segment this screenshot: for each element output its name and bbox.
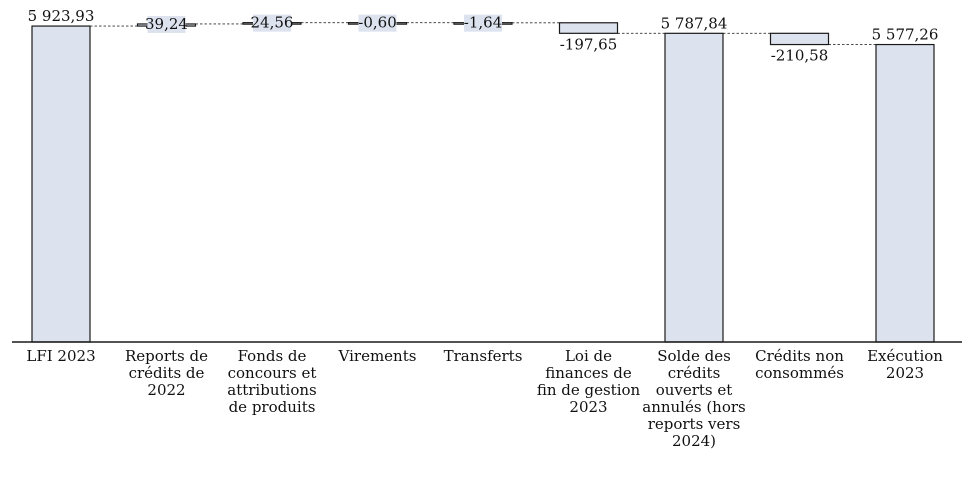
- value-label-2: 24,56: [250, 13, 294, 32]
- value-label-3: -0,60: [358, 13, 397, 32]
- category-label-4: Transferts: [443, 347, 523, 365]
- bar-0: [32, 26, 90, 342]
- value-label-1: 39,24: [145, 14, 188, 33]
- bar-7: [771, 33, 829, 44]
- category-label-5: Loi de finances de fin de gestion 2023: [536, 347, 641, 416]
- category-label-8: Exécution 2023: [867, 347, 943, 382]
- value-label-5: -197,65: [559, 35, 618, 54]
- value-label-7: -210,58: [770, 46, 829, 65]
- value-label-8: 5 577,26: [871, 25, 939, 44]
- category-label-1: Reports de crédits de 2022: [125, 347, 208, 399]
- bars: [32, 23, 934, 342]
- category-label-0: LFI 2023: [26, 347, 96, 365]
- category-label-3: Virements: [338, 347, 417, 365]
- bar-5: [560, 23, 618, 34]
- value-label-6: 5 787,84: [660, 14, 728, 33]
- value-label-0: 5 923,93: [27, 7, 95, 26]
- category-label-2: Fonds de concours et attributions de produits: [227, 347, 317, 416]
- value-label-4: -1,64: [463, 13, 503, 32]
- bar-6: [665, 33, 723, 342]
- bar-8: [876, 45, 934, 342]
- category-label-6: Solde des crédits ouverts et annulés (hors reports vers 2024): [642, 347, 746, 450]
- category-label-7: Crédits non consommés: [755, 347, 844, 382]
